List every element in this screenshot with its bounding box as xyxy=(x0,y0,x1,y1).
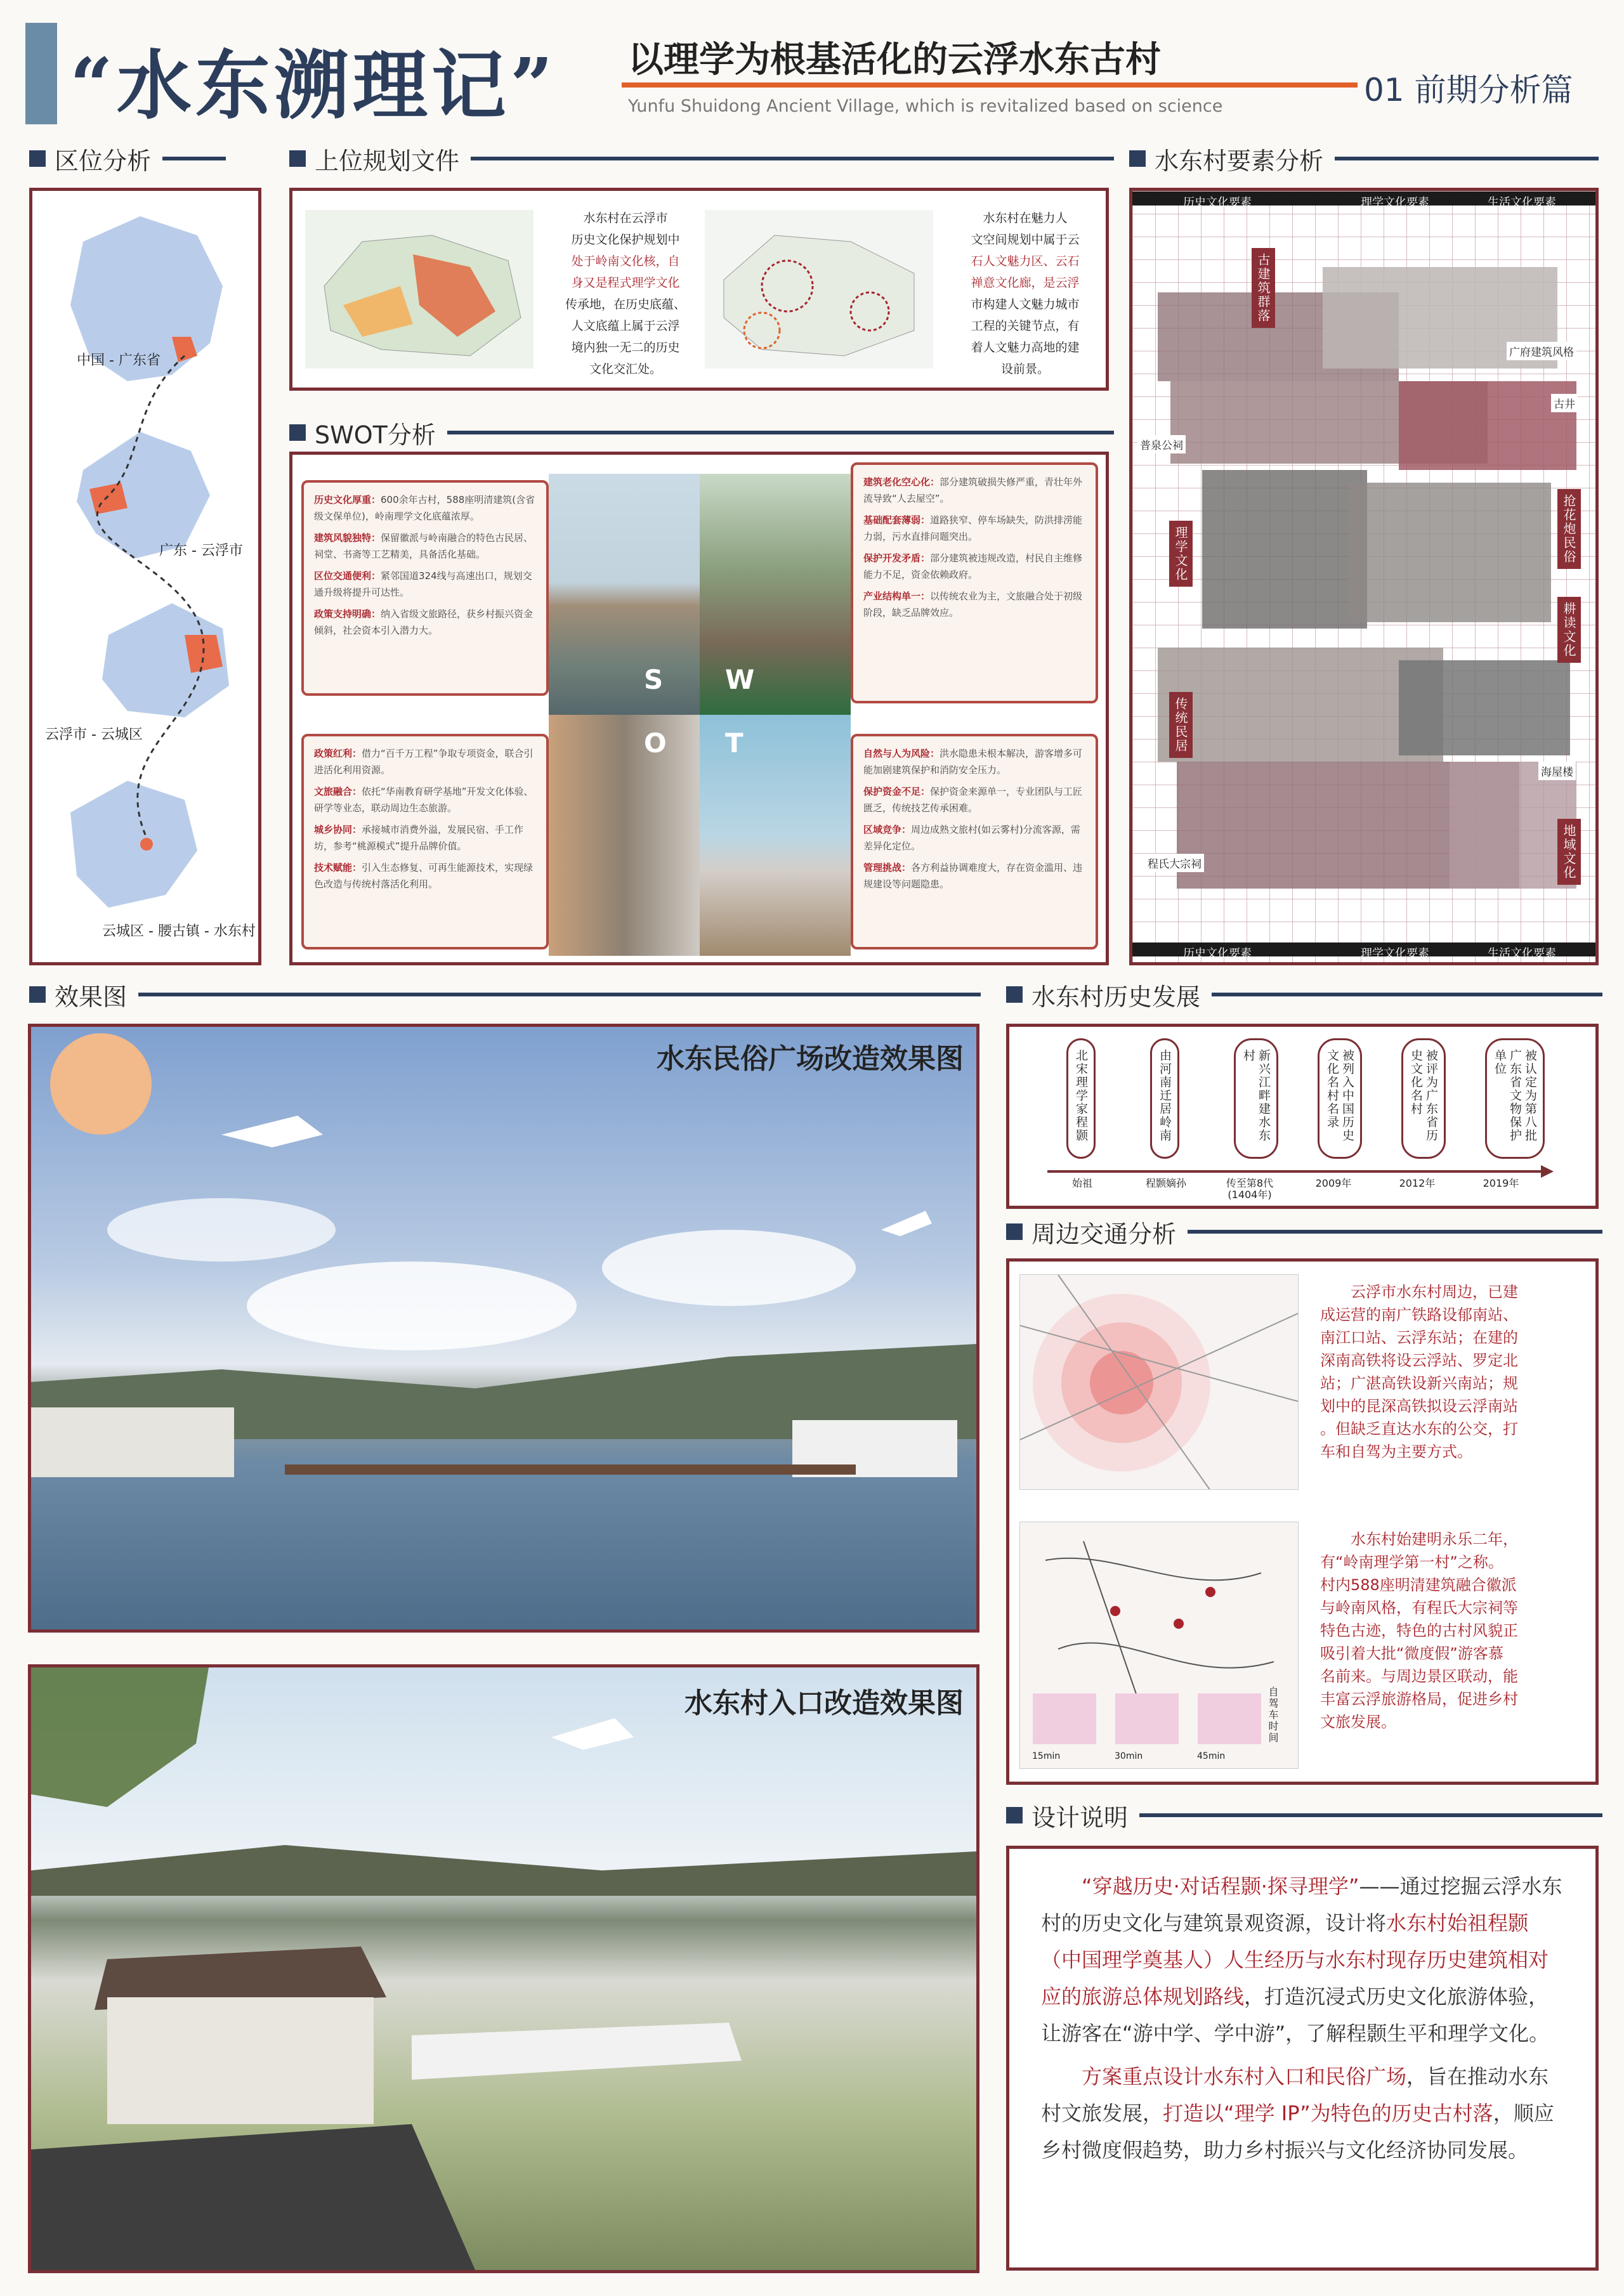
section-head-renders: 效果图 xyxy=(29,981,981,1008)
el-top-tag-1: 历史文化要素 xyxy=(1183,196,1252,209)
timeline-date: 2019年 xyxy=(1483,1177,1519,1189)
subtitle-rule xyxy=(622,82,1358,88)
swot-opportunities: 政策红利：借力“百千万工程”争取专项资金，联合引进活化利用资源。 文旅融合：依托“华南教育研学基地”开发文化体验、研学等业态，联动周边生态旅游。 城乡协同：承接城市消费外溢，发展民宿、手工作坊，参考“桃源模式”提升品牌价值。 技术赋能：引入生态修复、可再生能源技术，实现绿色改造与传统村落活化利用。 xyxy=(301,734,549,949)
el-label-well: 古井 xyxy=(1551,394,1578,412)
history-panel xyxy=(1006,1024,1599,1209)
el-label-minju: 传统民居 xyxy=(1169,692,1193,758)
elements-grid xyxy=(1132,191,1595,962)
timeline-item: 新兴江畔建水东村 xyxy=(1234,1038,1278,1159)
timeline-arrow xyxy=(1541,1165,1554,1178)
section-head-planning: 上位规划文件 xyxy=(289,145,1114,173)
part-label: 01 前期分析篇 xyxy=(1364,72,1573,108)
timeline-date: 2009年 xyxy=(1315,1177,1352,1189)
timeline-axis xyxy=(1047,1170,1542,1173)
el-label-diyu: 地域文化 xyxy=(1557,819,1581,885)
page-title: “水东溯理记” xyxy=(70,41,557,129)
section-head-elements: 水东村要素分析 xyxy=(1129,145,1599,173)
el-label-guangfu: 广府建筑风格 xyxy=(1507,342,1576,360)
design-para-2: 方案重点设计水东村入口和民俗广场，旨在推动水东村文旅发展，打造以“理学 IP”为特色的历史古村落，顺应乡村微度假趋势，助力乡村振兴与文化经济协同发展。 xyxy=(1041,2064,1554,2162)
traffic-text-2: 水东村始建明永乐二年， 有“岭南理学第一村”之称。 村内588座明清建筑融合徽派 与岭南风格，有程氏大宗祠等 特色古迹，特色的古村风貌正 吸引着大批“微度假”游客慕 名前来。与周边景区联动，能 丰富云浮旅游格局，促进乡村 文旅发展。 xyxy=(1320,1530,1518,1731)
planning-text-1: 水东村在云浮市 历史文化保护规划中 处于岭南文化核，自 身又是程式理学文化 传承地，在历史底蕴、 人文底蕴上属于云浮 境内独一无二的历史 文化交汇处。 xyxy=(565,211,686,376)
el-label-gengdu: 耕读文化 xyxy=(1557,597,1581,663)
elements-panel xyxy=(1129,188,1599,965)
planning-map-2 xyxy=(705,210,933,369)
render-2 xyxy=(28,1664,979,2273)
traffic-panel xyxy=(1006,1258,1599,1785)
el-label-pushui: 普泉公祠 xyxy=(1137,435,1186,453)
swot-photo-o: O xyxy=(549,715,700,956)
el-bot-tag-1: 历史文化要素 xyxy=(1183,947,1252,960)
swot-panel xyxy=(289,452,1109,965)
timeline-item: 由河南迁居岭南 xyxy=(1150,1038,1179,1159)
timeline-item: 被列入中国历史文化名村名录 xyxy=(1318,1038,1362,1159)
section-head-location: 区位分析 xyxy=(29,145,226,173)
subtitle-en: Yunfu Shuidong Ancient Village, which is revitalized based on science xyxy=(628,96,1223,116)
render-2-title: 水东村入口改造效果图 xyxy=(684,1687,964,1719)
timeline-date: 传至第8代 (1404年) xyxy=(1226,1177,1274,1201)
render-1-title: 水东民俗广场改造效果图 xyxy=(657,1043,964,1075)
swot-photo-w: W xyxy=(700,474,851,715)
el-top-tag-2: 理学文化要素 xyxy=(1361,196,1429,209)
swot-threats: 自然与人为风险：洪水隐患未根本解决，游客增多可能加剧建筑保护和消防安全压力。 保护资金不足：保护资金来源单一，专业团队与工匠匮乏，传统技艺传承困难。 区域竞争：周边成熟文旅村(如云雾村)分流客源，需差异化定位。 管理挑战：各方利益协调难度大，存在资金滥用、违规建设等问题隐患。 xyxy=(851,734,1098,949)
el-bot-tag-3: 生活文化要素 xyxy=(1488,947,1556,960)
traffic-scale-1: 15min xyxy=(1032,1751,1061,1761)
planning-map-1 xyxy=(305,210,534,369)
el-label-chengshi: 程氏大宗祠 xyxy=(1145,854,1204,872)
swot-photo-s: S xyxy=(549,474,700,715)
section-head-history: 水东村历史发展 xyxy=(1006,981,1602,1008)
timeline-date: 2012年 xyxy=(1399,1177,1436,1189)
el-bot-tag-2: 理学文化要素 xyxy=(1361,947,1429,960)
el-label-haiyu: 海屋楼 xyxy=(1538,762,1576,780)
timeline-date: 始祖 xyxy=(1071,1177,1092,1189)
timeline-item: 被评为广东省历史文化名村 xyxy=(1401,1038,1446,1159)
planning-text-2: 水东村在魅力人 文空间规划中属于云 石人文魅力区、云石 禅意文化廊，是云浮 市构建人文魅力城市 工程的关键节点，有 着人文魅力高地的建 设前景。 xyxy=(971,211,1080,376)
timeline-item: 被认定为第八批广东省文物保护单位 xyxy=(1485,1038,1545,1159)
traffic-text-1: 云浮市水东村周边，已建 成运营的南广铁路设郁南站、 南江口站、云浮东站；在建的 深南高铁将设云浮站、罗定北 站；广湛高铁设新兴南站；规 划中的昆深高铁拟设云浮南站 。但缺乏直达水东的公交，打 车和自驾为主要方式。 xyxy=(1320,1283,1518,1461)
section-head-traffic: 周边交通分析 xyxy=(1006,1218,1602,1246)
traffic-scale-2: 30min xyxy=(1115,1751,1143,1761)
section-head-design: 设计说明 xyxy=(1006,1801,1602,1829)
traffic-map-1 xyxy=(1019,1274,1299,1490)
el-label-lixue: 理学文化 xyxy=(1169,521,1193,587)
swot-strengths: 历史文化厚重：600余年古村，588座明清建筑(含省级文保单位)，岭南理学文化底蕴浓厚。 建筑风貌独特：保留徽派与岭南融合的特色古民居、祠堂、书斋等工艺精美，具备活化基础。 区位交通便利：紧邻国道324线与高速出口，规划交通升级将提升可达性。 政策支持明确：纳入省级文旅路径，获乡村振兴资金倾斜，社会资本引入潜力大。 xyxy=(301,480,549,696)
page-subtitle: 以理学为根基活化的云浮水东古村 xyxy=(628,39,1161,81)
el-top-tag-3: 生活文化要素 xyxy=(1488,196,1556,209)
location-maps xyxy=(32,191,258,962)
planning-panel xyxy=(289,188,1109,391)
el-label-chaohua: 抢花炮民俗 xyxy=(1557,489,1581,569)
loc-label-3: 云浮市 - 云城区 xyxy=(45,727,143,743)
design-panel xyxy=(1006,1846,1599,2271)
loc-label-1: 中国 - 广东省 xyxy=(77,353,160,369)
swot-photo-t: T xyxy=(700,715,851,956)
loc-label-2: 广东 - 云浮市 xyxy=(159,543,243,559)
timeline-item: 北宋理学家程颢 xyxy=(1066,1038,1096,1159)
header-bar xyxy=(25,23,57,124)
swot-weaknesses: 建筑老化空心化：部分建筑破损失修严重，青壮年外流导致“人去屋空”。 基础配套薄弱：道路狭窄、停车场缺失，防洪排涝能力弱，污水直排问题突出。 保护开发矛盾：部分建筑被违规改造，村民自主维修能力不足，资金依赖政府。 产业结构单一：以传统农业为主，文旅融合处于初级阶段，缺乏品牌效应。 xyxy=(851,462,1098,703)
loc-label-4: 云城区 - 腰古镇 - 水东村 xyxy=(102,923,256,939)
traffic-map-2 xyxy=(1019,1522,1299,1769)
render-1 xyxy=(28,1024,979,1633)
section-head-swot: SWOT分析 xyxy=(289,419,1114,447)
traffic-map-caption: 自驾车时间 xyxy=(1267,1686,1279,1744)
timeline-date: 程颢嫡孙 xyxy=(1145,1177,1186,1189)
location-panel xyxy=(29,188,261,965)
el-label-ancient: 古建筑群落 xyxy=(1252,248,1275,328)
traffic-scale-3: 45min xyxy=(1197,1751,1226,1761)
design-para-1: “穿越历史·对话程颢·探寻理学”——通过挖掘云浮水东村的历史文化与建筑景观资源，设计将水东村始祖程颢（中国理学奠基人）人生经历与水东村现存历史建筑相对应的旅游总体规划路线，打造沉浸式历史文化旅游体验，让游客在“游中学、学中游”，了解程颢生平和理学文化。 xyxy=(1041,1874,1562,2045)
